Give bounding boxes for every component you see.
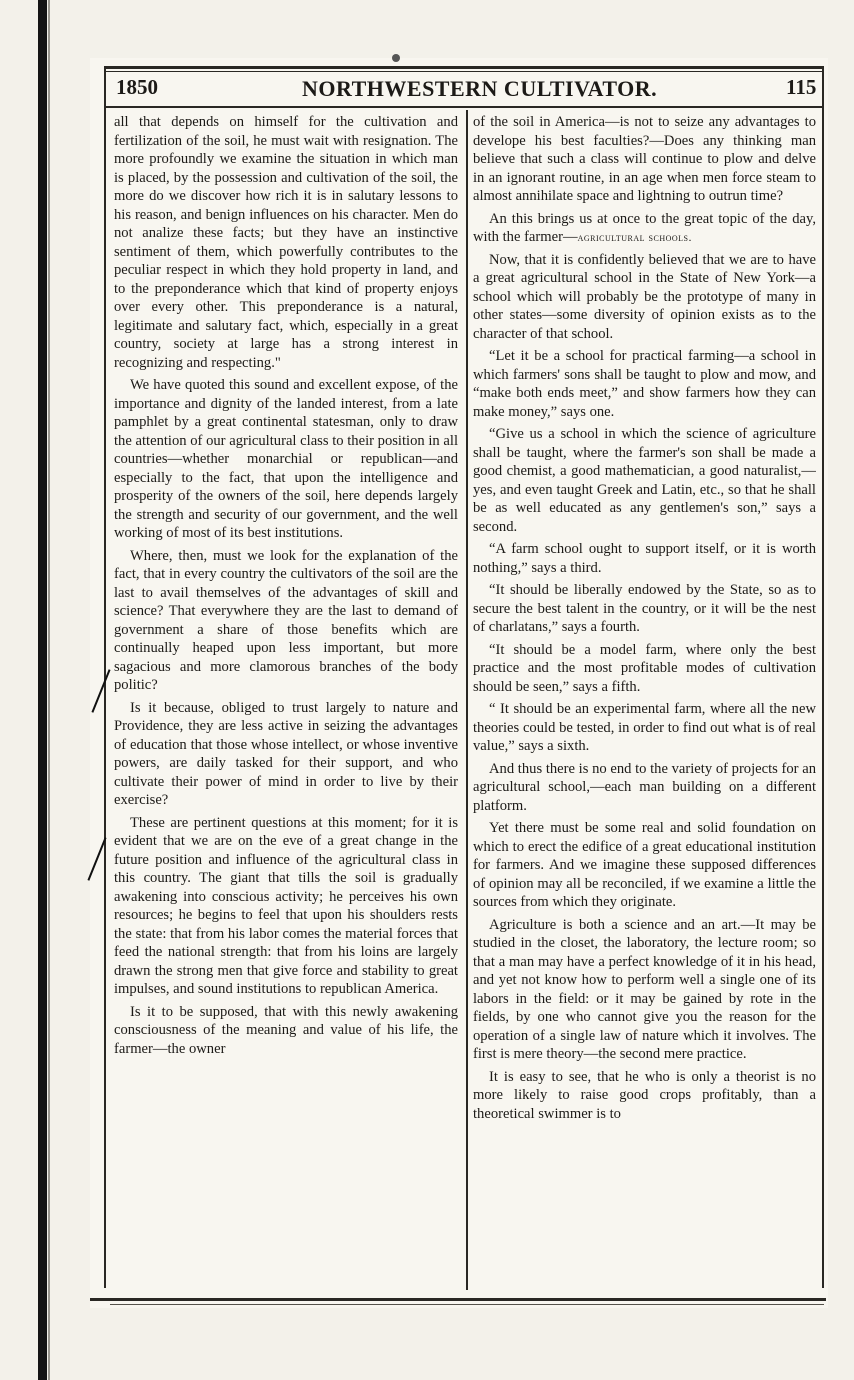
paragraph: Where, then, must we look for the explanation of the fact, that in every country the cultivators of the soil are the last to avail themselves of the advantages of skill and science? That everywhere they are the last to demand of government a share of those benefits which are continually heaped upon less important, but more sagacious and more clamorous branches of the body politic? (114, 547, 458, 693)
paragraph: “Let it be a school for practical farming—a school in which farmers' sons shall be taught to plow and mow, and “make both ends meet,” and show farmers how they can make money,” says one. (473, 348, 816, 420)
frame-bottom-rule-thin (110, 1304, 824, 1305)
paragraph: “It should be a model farm, where only the best practice and the most profitable modes of cultivation should be seen,” says a fifth. (473, 641, 816, 695)
ink-blot (392, 54, 400, 62)
topic-heading: agricultural schools. (577, 230, 692, 244)
topic-intro: An this brings us at once to the great topic of the day, with the farmer— (473, 210, 816, 245)
header-year: 1850 (116, 75, 158, 99)
paragraph: Is it to be supposed, that with this newly awakening consciousness of the meaning and value of his life, the farmer—the owner (114, 1003, 458, 1057)
header-rule (106, 106, 822, 108)
paragraph: We have quoted this sound and excellent expose, of the importance and dignity of the landed interest, from a late pamphlet by a great continental statesman, only to draw the attention of our agricultural class to their position in all countries—whether monarchial or republican—and especially to the fact, that upon the intelligence and prosperity of the owners of the soil, here depends largely the strength and security of our government, and the well working of most of its best institutions. (114, 377, 458, 541)
paragraph: It is easy to see, that he who is only a theorist is no more likely to raise good crops profitably, than a theoretical swimmer is to (473, 1068, 816, 1122)
paragraph (473, 210, 816, 247)
binding-edge (48, 0, 50, 1380)
paragraph: “A farm school ought to support itself, or it is worth nothing,” says a third. (473, 541, 816, 576)
paragraph: “ It should be an experimental farm, where all the new theories could be tested, in order to find out what is of real value,” says a sixth. (473, 701, 816, 754)
frame-bottom-rule (90, 1298, 826, 1301)
paragraph: Agriculture is both a science and an art.—It may be studied in the closet, the laboratory, the lecture room; so that a man may have a perfect knowledge of it in his head, and yet not know how to perform well a single one of its labors in the field: or it may be gained by rote in the fields, by one who cannot give you the reason for the operation of a single law of nature which it involves. The first is mere theory—the second mere practice. (473, 916, 816, 1062)
page-number: 115 (786, 75, 817, 99)
publication-title: NORTHWESTERN CULTIVATOR. (302, 76, 658, 101)
paragraph: Is it because, obliged to trust largely to nature and Providence, they are less active in seizing the advantages of education that those whose intellect, or whose inventive powers, are daily tasked for their support, and who cultivate their power of mind in order to live by their exercise? (114, 699, 458, 808)
paragraph: Yet there must be some real and solid foundation on which to erect the edifice of a great educational institution for farmers. And we imagine these supposed differences of opinion may all be reconciled, if we examine a little the sources from which they originate. (473, 820, 816, 910)
column-divider (466, 110, 468, 1290)
frame-top-rule-thin (104, 71, 824, 72)
paragraph: of the soil in America—is not to seize any advantages to develope his best faculties?—Does any thinking man believe that such a class will continue to plow and delve in an ignorant routine, in an age when men force steam to almost annihilate space and lightning to outrun time? (473, 114, 816, 204)
paragraph: Now, that it is confidently believed that we are to have a great agricultural school in the State of New York—a school which will probably be the prototype of many in other states—some diversity of opinion exists as to the character of that school. (473, 251, 816, 342)
paragraph: “It should be liberally endowed by the State, so as to secure the best talent in the country, or it will be the nest of charlatans,” says a fourth. (473, 582, 816, 635)
paragraph: And thus there is no end to the variety of projects for an agricultural school,—each man building on a different platform. (473, 760, 816, 814)
paragraph: “Give us a school in which the science of agriculture shall be taught, where the farmer's son shall be made a good chemist, a good mathematician, a good naturalist,—yes, and even taught Greek and Latin, etc., so that he shall be as well educated as any gentlemen's son,” says a second. (473, 426, 816, 535)
frame-right-rule (822, 66, 824, 1288)
paragraph: These are pertinent questions at this moment; for it is evident that we are on the eve of a great change in the future position and influence of the agricultural class in this country. The giant that tills the soil is gradually awakening into conscious activity; he perceives his own resources; he begins to feel that upon his shoulders rests the state: that from his labor comes the material forces that feed the national strength: that from his loins are largely drawn the strong men that give force and stability to great impulses, and sound institutions to republican America. (114, 814, 458, 997)
paragraph: all that depends on himself for the cultivation and fertilization of the soil, he must wait with resignation. The more profoundly we examine the situation in which man is placed, by the possession and cultivation of the soil, the more do we discover how rich it is in salutary lessons to his reason, and benign influences on his character. Men do not analize these facts; but they have an instinctive sentiment of them, which powerfully contributes to the peculiar respect in which they hold property in land, and to the preponderance which that kind of property enjoys over every other. This preponderance is a natural, legitimate and salutary fact, which, especially in a great country, society at large has a strong interest in recognizing and respecting." (114, 114, 458, 371)
binding-spine (38, 0, 47, 1380)
left-column (114, 113, 458, 1291)
right-column (473, 113, 816, 1291)
frame-top-rule (104, 66, 824, 69)
